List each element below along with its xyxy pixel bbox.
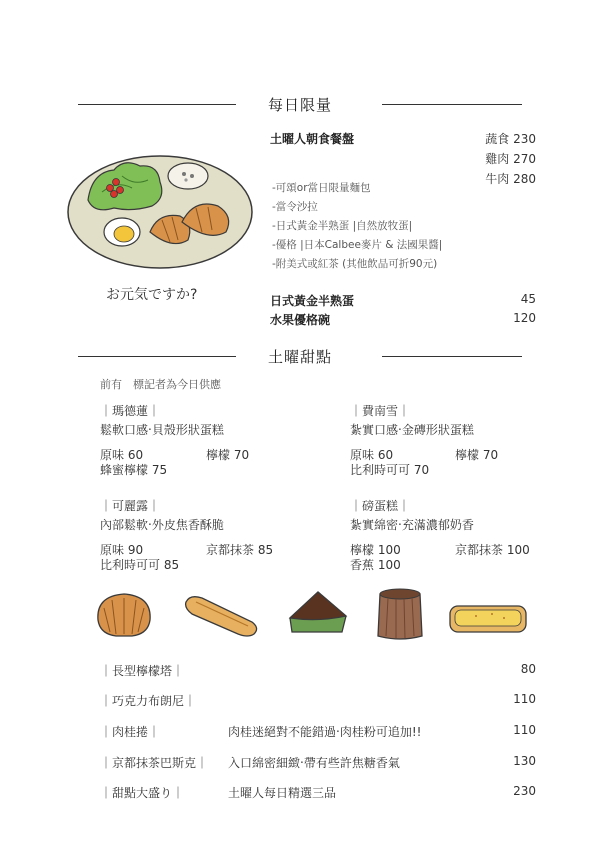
dessert-flavor: 京都抹茶 100: [455, 543, 530, 557]
dessert-name: ｜可麗露｜: [100, 499, 161, 513]
dessert-list-price: 80: [520, 662, 536, 676]
breakfast-plate-illustration: [62, 150, 262, 270]
dessert-flavor: 原味 90: [100, 543, 144, 557]
dessert-list-name: ｜甜點大盛り｜: [100, 786, 185, 800]
dessert-flavor: 檸檬 70: [206, 448, 250, 462]
dessert-flavor: 檸檬 100: [350, 543, 401, 557]
dessert-list-name: ｜巧克力布朗尼｜: [100, 694, 197, 708]
set-detail: -附美式或紅茶 (其他飲品可折90元): [272, 258, 438, 270]
greeting-text: お元気ですか?: [106, 287, 198, 303]
dessert-desc: 紮實口感‧金磚形狀蛋糕: [350, 423, 474, 437]
dessert-flavor: 比利時可可 70: [350, 463, 430, 477]
set-detail: -優格 |日本Calbee麥片 & 法國果醬|: [272, 239, 443, 251]
dessert-list-price: 110: [513, 723, 536, 737]
dessert-desc: 內部鬆軟‧外皮焦香酥脆: [100, 518, 224, 532]
dessert-name: ｜磅蛋糕｜: [350, 499, 411, 513]
dessert-list-price: 230: [513, 784, 536, 798]
set-detail: -日式黃金半熟蛋 |自然放牧蛋|: [272, 220, 413, 232]
extra-item-name: 日式黃金半熟蛋: [270, 294, 355, 308]
dessert-list-desc: 入口綿密細緻‧帶有些許焦糖香氣: [228, 756, 400, 770]
dessert-list-desc: 土曜人每日精選三品: [228, 786, 337, 800]
extra-item-price: 45: [520, 292, 536, 306]
dessert-list-name: ｜長型檸檬塔｜: [100, 664, 185, 678]
madeleine-illustration: [92, 590, 156, 642]
section-rule-left: [78, 356, 236, 357]
dessert-note: 前有 標記者為今日供應: [100, 378, 221, 391]
dessert-name: ｜費南雪｜: [350, 404, 411, 418]
section-rule-left: [78, 104, 236, 105]
daily-section-title: 每日限量: [268, 96, 333, 114]
financier-illustration: [182, 592, 262, 642]
price-chicken: 雞肉 270: [485, 152, 536, 166]
section-rule-right: [382, 104, 522, 105]
dessert-flavor: 檸檬 70: [455, 448, 499, 462]
dessert-flavor: 原味 60: [350, 448, 394, 462]
price-beef: 牛肉 280: [485, 172, 536, 186]
dessert-flavor: 比利時可可 85: [100, 558, 180, 572]
dessert-flavor: 原味 60: [100, 448, 144, 462]
set-detail: -可頌or當日限量麵包: [272, 182, 371, 194]
dessert-list-name: ｜京都抹茶巴斯克｜: [100, 756, 209, 770]
dessert-name: ｜瑪德蓮｜: [100, 404, 161, 418]
canele-illustration: [374, 586, 426, 642]
dessert-desc: 鬆軟口感‧貝殼形狀蛋糕: [100, 423, 224, 437]
dessert-list-price: 130: [513, 754, 536, 768]
dessert-desc: 紮實綿密‧充滿濃郁奶香: [350, 518, 474, 532]
extra-item-price: 120: [513, 311, 536, 325]
lemon-tart-illustration: [446, 600, 530, 640]
dessert-list-desc: 肉桂迷絕對不能錯過‧肉桂粉可追加!!: [228, 725, 422, 739]
section-rule-right: [382, 356, 522, 357]
set-name: 土曜人朝食餐盤: [270, 132, 355, 146]
dessert-section-title: 土曜甜點: [268, 348, 333, 366]
set-detail: -當令沙拉: [272, 201, 318, 213]
extra-item-name: 水果優格碗: [270, 313, 331, 327]
cake-slice-illustration: [282, 586, 352, 638]
dessert-list-name: ｜肉桂捲｜: [100, 725, 161, 739]
dessert-flavor: 京都抹茶 85: [206, 543, 274, 557]
price-veg: 蔬食 230: [485, 132, 536, 146]
dessert-list-price: 110: [513, 692, 536, 706]
dessert-flavor: 香蕉 100: [350, 558, 401, 572]
dessert-flavor: 蜂蜜檸檬 75: [100, 463, 168, 477]
